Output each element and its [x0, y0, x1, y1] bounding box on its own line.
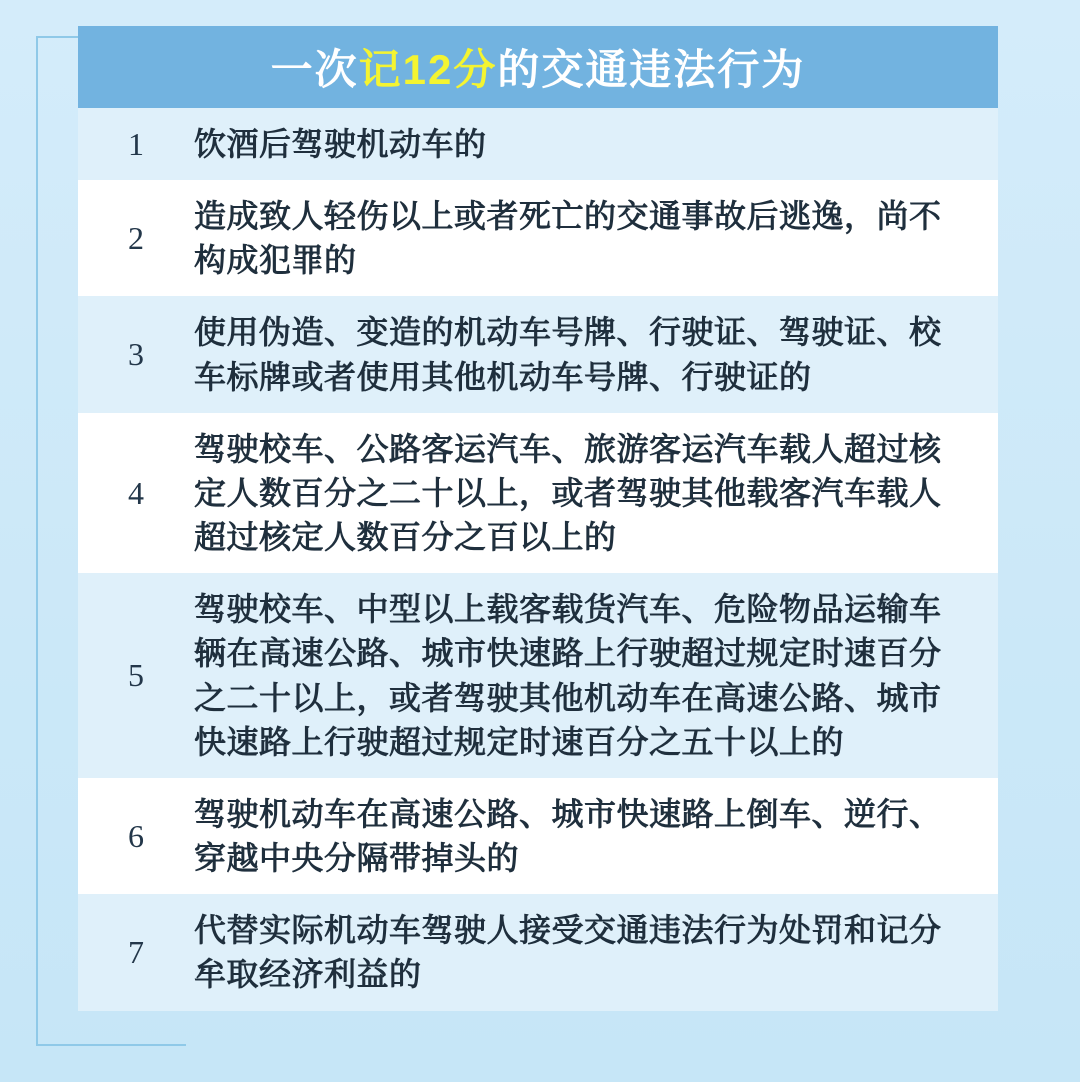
list-item-text: 代替实际机动车驾驶人接受交通违法行为处罚和记分牟取经济利益的	[194, 912, 942, 993]
list-item-number: 5	[128, 657, 144, 694]
list-item-number: 2	[128, 219, 144, 256]
title-suffix: 的交通违法行为	[497, 46, 806, 93]
title-bar	[78, 26, 998, 108]
list-item-number: 3	[128, 336, 144, 373]
list-item-text: 使用伪造、变造的机动车号牌、行驶证、驾驶证、校车标牌或者使用其他机动车号牌、行驶证的	[194, 314, 942, 395]
list-item-text: 饮酒后驾驶机动车的	[194, 126, 487, 162]
list-item	[78, 778, 998, 894]
list-item	[78, 296, 998, 412]
list-item-number: 1	[128, 125, 144, 162]
list-item	[78, 894, 998, 1010]
list-item-number: 4	[128, 474, 144, 511]
violation-list	[78, 108, 998, 1011]
page-title	[271, 37, 806, 97]
list-item	[78, 180, 998, 296]
title-highlight: 记12分	[358, 46, 498, 93]
list-item-number: 7	[128, 933, 144, 970]
list-item	[78, 108, 998, 180]
list-item-text: 驾驶校车、中型以上载客载货汽车、危险物品运输车辆在高速公路、城市快速路上行驶超过规定时速百分之二十以上，或者驾驶其他机动车在高速公路、城市快速路上行驶超过规定时速百分之五十以上的	[194, 591, 942, 760]
list-item-text: 驾驶校车、公路客运汽车、旅游客运汽车载人超过核定人数百分之二十以上，或者驾驶其他载客汽车载人超过核定人数百分之百以上的	[194, 430, 942, 556]
list-item-text: 驾驶机动车在高速公路、城市快速路上倒车、逆行、穿越中央分隔带掉头的	[194, 795, 942, 877]
list-item-number: 6	[128, 817, 144, 854]
title-prefix: 一次	[270, 46, 359, 93]
decorative-frame-left	[36, 36, 38, 1046]
list-item-text: 造成致人轻伤以上或者死亡的交通事故后逃逸，尚不构成犯罪的	[194, 198, 942, 279]
list-item	[78, 413, 998, 573]
poster-content	[78, 26, 998, 1011]
decorative-frame-bottom	[36, 1044, 186, 1046]
list-item	[78, 573, 998, 778]
